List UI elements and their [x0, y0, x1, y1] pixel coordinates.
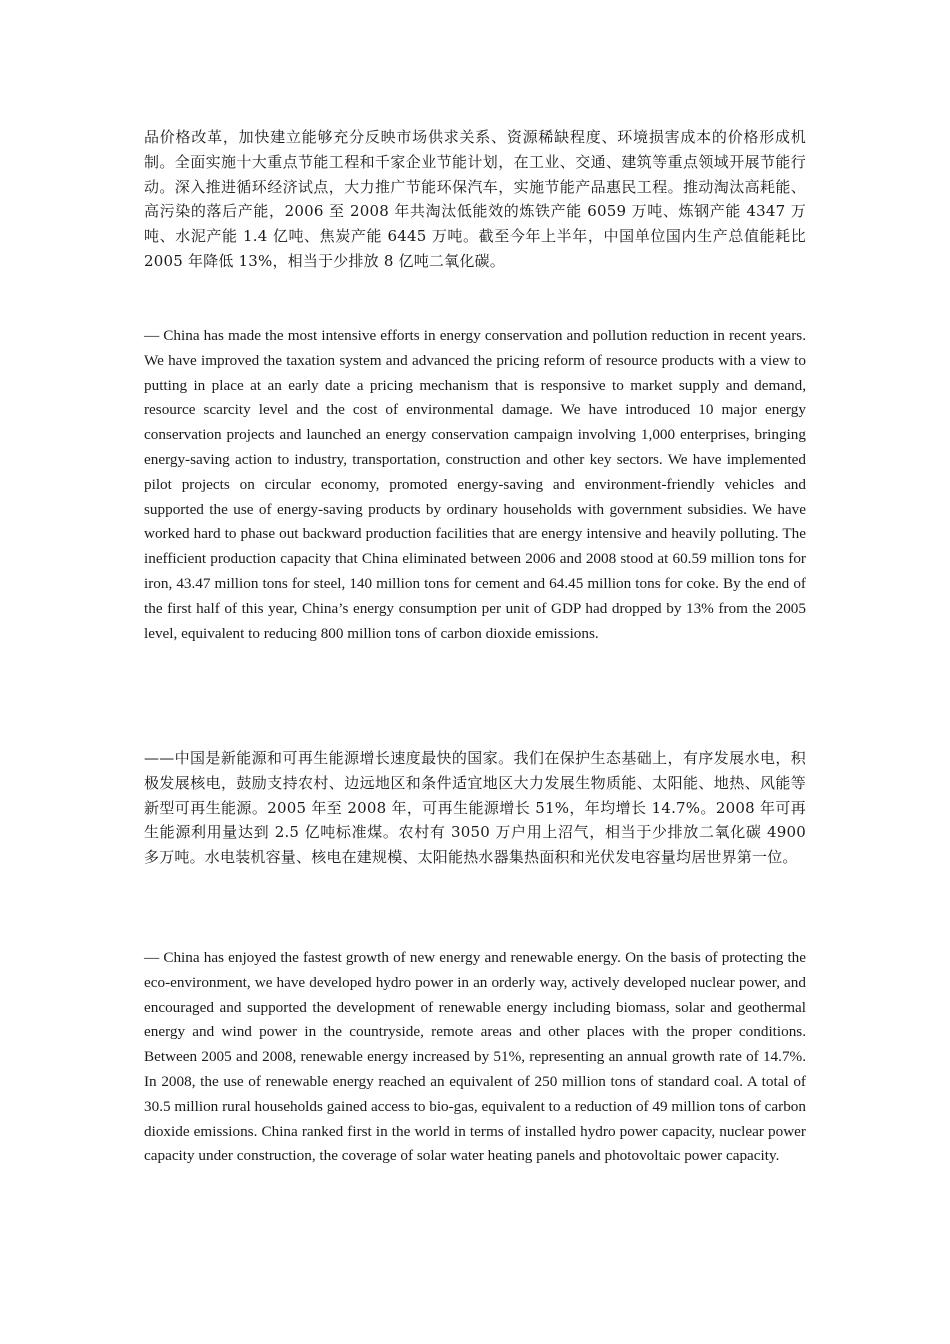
- paragraph-chinese-energy-conservation: 品价格改革，加快建立能够充分反映市场供求关系、资源稀缺程度、环境损害成本的价格形成机制。全面实施十大重点节能工程和千家企业节能计划，在工业、交通、建筑等重点领域开展节能行动。深入推进循环经济试点，大力推广节能环保汽车，实施节能产品惠民工程。推动淘汰高耗能、高污染的落后产能，2006 至 2008 年共淘汰低能效的炼铁产能 6059 万吨、炼钢产能 4347 万吨、水泥产能 1.4 亿吨、焦炭产能 6445 万吨。截至今年上半年，中国单位国内生产总值能耗比 2005 年降低 13%，相当于少排放 8 亿吨二氧化碳。: [144, 128, 806, 270]
- paragraph-english-energy-conservation: — China has made the most intensive efforts in energy conservation and pollution reduction in recent years. We have improved the taxation system and advanced the pricing reform of resource products with a view to putting in place at an early date a pricing mechanism that is responsive to market supply and demand, resource scarcity level and the cost of environmental damage. We have introduced 10 major energy conservation projects and launched an energy conservation campaign involving 1,000 enterprises, bringing energy-saving action to industry, transportation, construction and other key sectors. We have implemented pilot projects on circular economy, promoted energy-saving and environment-friendly vehicles and supported the use of energy-saving products by ordinary households with government subsidies. We have worked hard to phase out backward production facilities that are energy intensive and heavily polluting. The inefficient production capacity that China eliminated between 2006 and 2008 stood at 60.59 million tons for iron, 43.47 million tons for steel, 140 million tons for cement and 64.45 million tons for coke. By the end of the first half of this year, China’s energy consumption per unit of GDP had dropped by 13% from the 2005 level, equivalent to reducing 800 million tons of carbon dioxide emissions.: [144, 327, 806, 642]
- paragraph-english-renewable-energy: — China has enjoyed the fastest growth of new energy and renewable energy. On the basis of protecting the eco-environment, we have developed hydro power in an orderly way, actively developed nuclear power, and encouraged and supported the development of renewable energy including biomass, solar and geothermal energy and wind power in the countryside, remote areas and other places with the proper conditions. Between 2005 and 2008, renewable energy increased by 51%, representing an annual growth rate of 14.7%. In 2008, the use of renewable energy reached an equivalent of 250 million tons of standard coal. A total of 30.5 million rural households gained access to bio-gas, equivalent to a reduction of 49 million tons of carbon dioxide emissions. China ranked first in the world in terms of installed hydro power capacity, nuclear power capacity under construction, the coverage of solar water heating panels and photovoltaic power capacity.: [144, 949, 806, 1165]
- paragraph-chinese-renewable-energy: ——中国是新能源和可再生能源增长速度最快的国家。我们在保护生态基础上，有序发展水电，积极发展核电，鼓励支持农村、边远地区和条件适宜地区大力发展生物质能、太阳能、地热、风能等新型可再生能源。2005 年至 2008 年，可再生能源增长 51%，年均增长 14.7%。2008 年可再生能源利用量达到 2.5 亿吨标准煤。农村有 3050 万户用上沼气，相当于少排放二氧化碳 4900 多万吨。水电装机容量、核电在建规模、太阳能热水器集热面积和光伏发电容量均居世界第一位。: [144, 749, 806, 867]
